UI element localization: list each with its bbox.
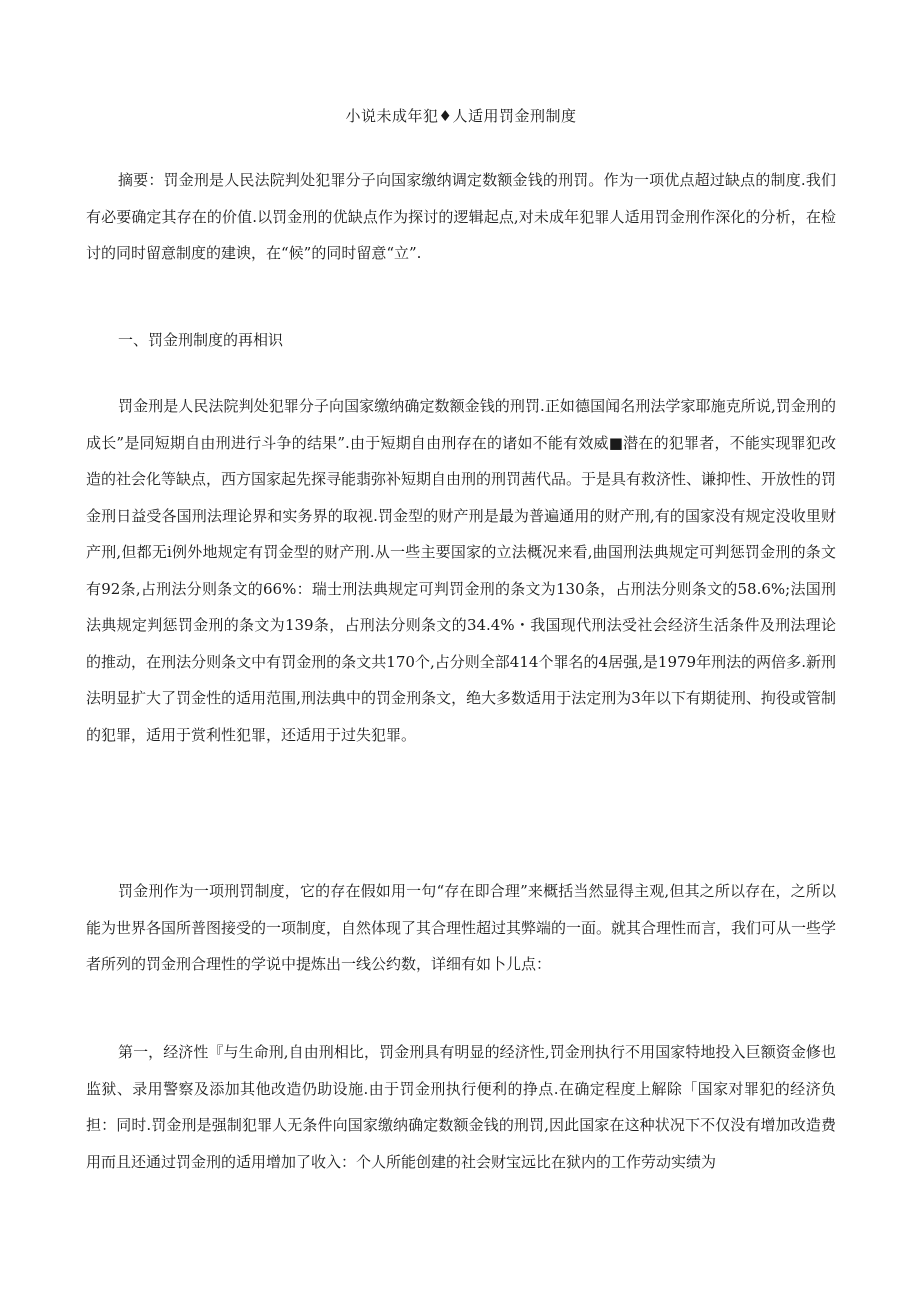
body-paragraph-3: 第一，经济性『与生命刑,自由刑相比，罚金刑具有明显的经济性,罚金刑执行不用国家特地投入巨额资金修也监狱、录用警察及添加其他改造仍助设施.由于罚金刑执行便利的挣点.在确定程度上解除「国家对罪犯的经济负担：同时.罚金刑是强制犯罪人无条件向国家缴纳确定数额金钱的刑罚,因此国家在这种状况下不仅没有增加改造费用而且还通过罚金刑的适用增加了收入：个人所能创建的社会财宝远比在狱内的工作劳动实绩为 (86, 1043, 836, 1171)
section-heading: 一、罚金刑制度的再相识 (118, 331, 284, 349)
abstract-paragraph: 摘要：罚金刑是人民法院判处犯罪分子向国家缴纳调定数额金钱的刑罚。作为一项优点超过缺点的制度.我们有必要确定其存在的价值.以罚金刑的优缺点作为探讨的逻辑起点,对未成年犯罪人适用罚金刑作深化的分析，在检讨的同时留意制度的建谀，在“候”的同时留意“立”. (86, 171, 836, 262)
document-title: 小说未成年犯♦人适用罚金刑制度 (345, 107, 577, 125)
body-paragraph-2: 罚金刑作为一项刑罚制度，它的存在假如用一句“存在即合理”来概括当然显得主观,但其之所以存在，之所以能为世界各国所普图接受的一项制度，自然体现了其合理性超过其弊端的一面。就其合理性而言，我们可从一些学者所列的罚金刑合理性的学说中提炼出一线公约数，详细有如卜儿点： (86, 882, 837, 973)
body-paragraph-1: 罚金刑是人民法院判处犯罪分子向国家缴纳确定数额金钱的刑罚.正如德国闻名刑法学家耶施克所说,罚金刑的成长”是同短期自由刑进行斗争的结果”.由于短期自由刑存在的诸如不能有效威■潜在的犯罪者，不能实现罪犯改造的社会化等缺点，西方国家起先探寻能翡弥补短期自由刑的刑罚茜代品。于是具有救济性、谦抑性、开放性的罚金刑日益受各国刑法理论界和实务界的取视.罚金型的财产刑是最为普遍通用的财产刑,有的国家没有规定没收里财产刑,但都无i例外地规定有罚金型的财产刑.从一些主要国家的立法概况来看,曲国刑法典规定可判惩罚金刑的条文有92条,占刑法分则条文的66%：瑞士刑法典规定可判罚金刑的条文为130条，占刑法分则条文的58.6%;法国刑法典规定判惩罚金刑的条文为139条，占刑法分则条文的34.4%・我国现代刑法受社会经济生活条件及刑法理论的推动，在刑法分则条文中有罚金刑的条文共170个,占分则全部414个罪名的4居强,是1979年刑法的两倍多.新刑法明显扩大了罚金性的适用范围,刑法典中的罚金刑条文，绝大多数适用于法定刑为3年以下有期徒刑、拘役或管制的犯罪，适用于赏利性犯罪，还适用于过失犯罪。 (86, 397, 837, 744)
